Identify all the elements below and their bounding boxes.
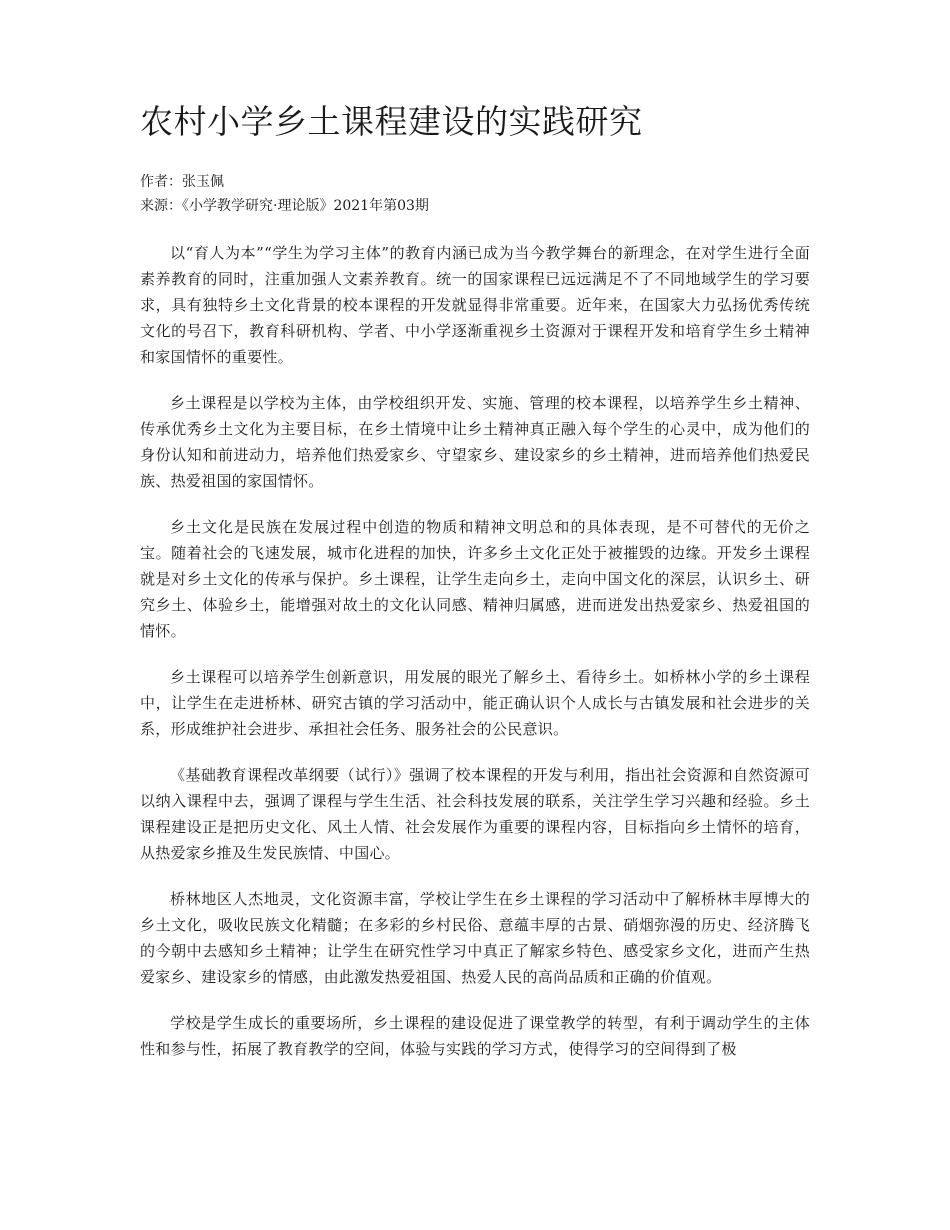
article-meta (140, 170, 429, 218)
body-paragraph: 学校是学生成长的重要场所，乡土课程的建设促进了课堂教学的转型，有利于调动学生的主体性和参与性，拓展了教育教学的空间，体验与实践的学习方式，使得学习的空间得到了极 (140, 1014, 810, 1058)
author-line: 作者：张玉佩 (140, 174, 224, 190)
body-paragraph: 乡土课程可以培养学生创新意识，用发展的眼光了解乡土、看待乡土。如桥林小学的乡土课程中，让学生在走进桥林、研究古镇的学习活动中，能正确认识个人成长与古镇发展和社会进步的关系，形成维护社会进步、承担社会任务、服务社会的公民意识。 (140, 668, 810, 738)
body-paragraph: 乡土课程是以学校为主体，由学校组织开发、实施、管理的校本课程，以培养学生乡土精神、传承优秀乡土文化为主要目标，在乡土情境中让乡土精神真正融入每个学生的心灵中，成为他们的身份认知和前进动力，培养他们热爱家乡、守望家乡、建设家乡的乡土精神，进而培养他们热爱民族、热爱祖国的家国情怀。 (140, 394, 810, 490)
body-paragraph: 《基础教育课程改革纲要（试行）》强调了校本课程的开发与利用，指出社会资源和自然资源可以纳入课程中去，强调了课程与学生生活、社会科技发展的联系，关注学生学习兴趣和经验。乡土课程建设正是把历史文化、风土人情、社会发展作为重要的课程内容，目标指向乡土情怀的培育，从热爱家乡推及生发民族情、中国心。 (140, 766, 810, 862)
body-paragraph: 桥林地区人杰地灵，文化资源丰富，学校让学生在乡土课程的学习活动中了解桥林丰厚博大的乡土文化，吸收民族文化精髓；在多彩的乡村民俗、意蕴丰厚的古景、硝烟弥漫的历史、经济腾飞的今朝中去感知乡土精神；让学生在研究性学习中真正了解家乡特色、感受家乡文化，进而产生热爱家乡、建设家乡的情感，由此激发热爱祖国、热爱人民的高尚品质和正确的价值观。 (140, 890, 810, 986)
source-line: 来源：《小学教学研究·理论版》2021年第03期 (140, 198, 429, 214)
article-title: 农村小学乡土课程建设的实践研究 (140, 102, 643, 141)
article-body (140, 240, 810, 1082)
body-paragraph: 以“育人为本”“学生为学习主体”的教育内涵已成为当今教学舞台的新理念，在对学生进行全面素养教育的同时，注重加强人文素养教育。统一的国家课程已远远满足不了不同地域学生的学习要求，具有独特乡土文化背景的校本课程的开发就显得非常重要。近年来，在国家大力弘扬优秀传统文化的号召下，教育科研机构、学者、中小学逐渐重视乡土资源对于课程开发和培育学生乡土精神和家国情怀的重要性。 (140, 244, 810, 366)
body-paragraph: 乡土文化是民族在发展过程中创造的物质和精神文明总和的具体表现，是不可替代的无价之宝。随着社会的飞速发展，城市化进程的加快，许多乡土文化正处于被摧毁的边缘。开发乡土课程就是对乡土文化的传承与保护。乡土课程，让学生走向乡土，走向中国文化的深层，认识乡土、研究乡土、体验乡土，能增强对故土的文化认同感、精神归属感，进而迸发出热爱家乡、热爱祖国的情怀。 (140, 518, 810, 640)
